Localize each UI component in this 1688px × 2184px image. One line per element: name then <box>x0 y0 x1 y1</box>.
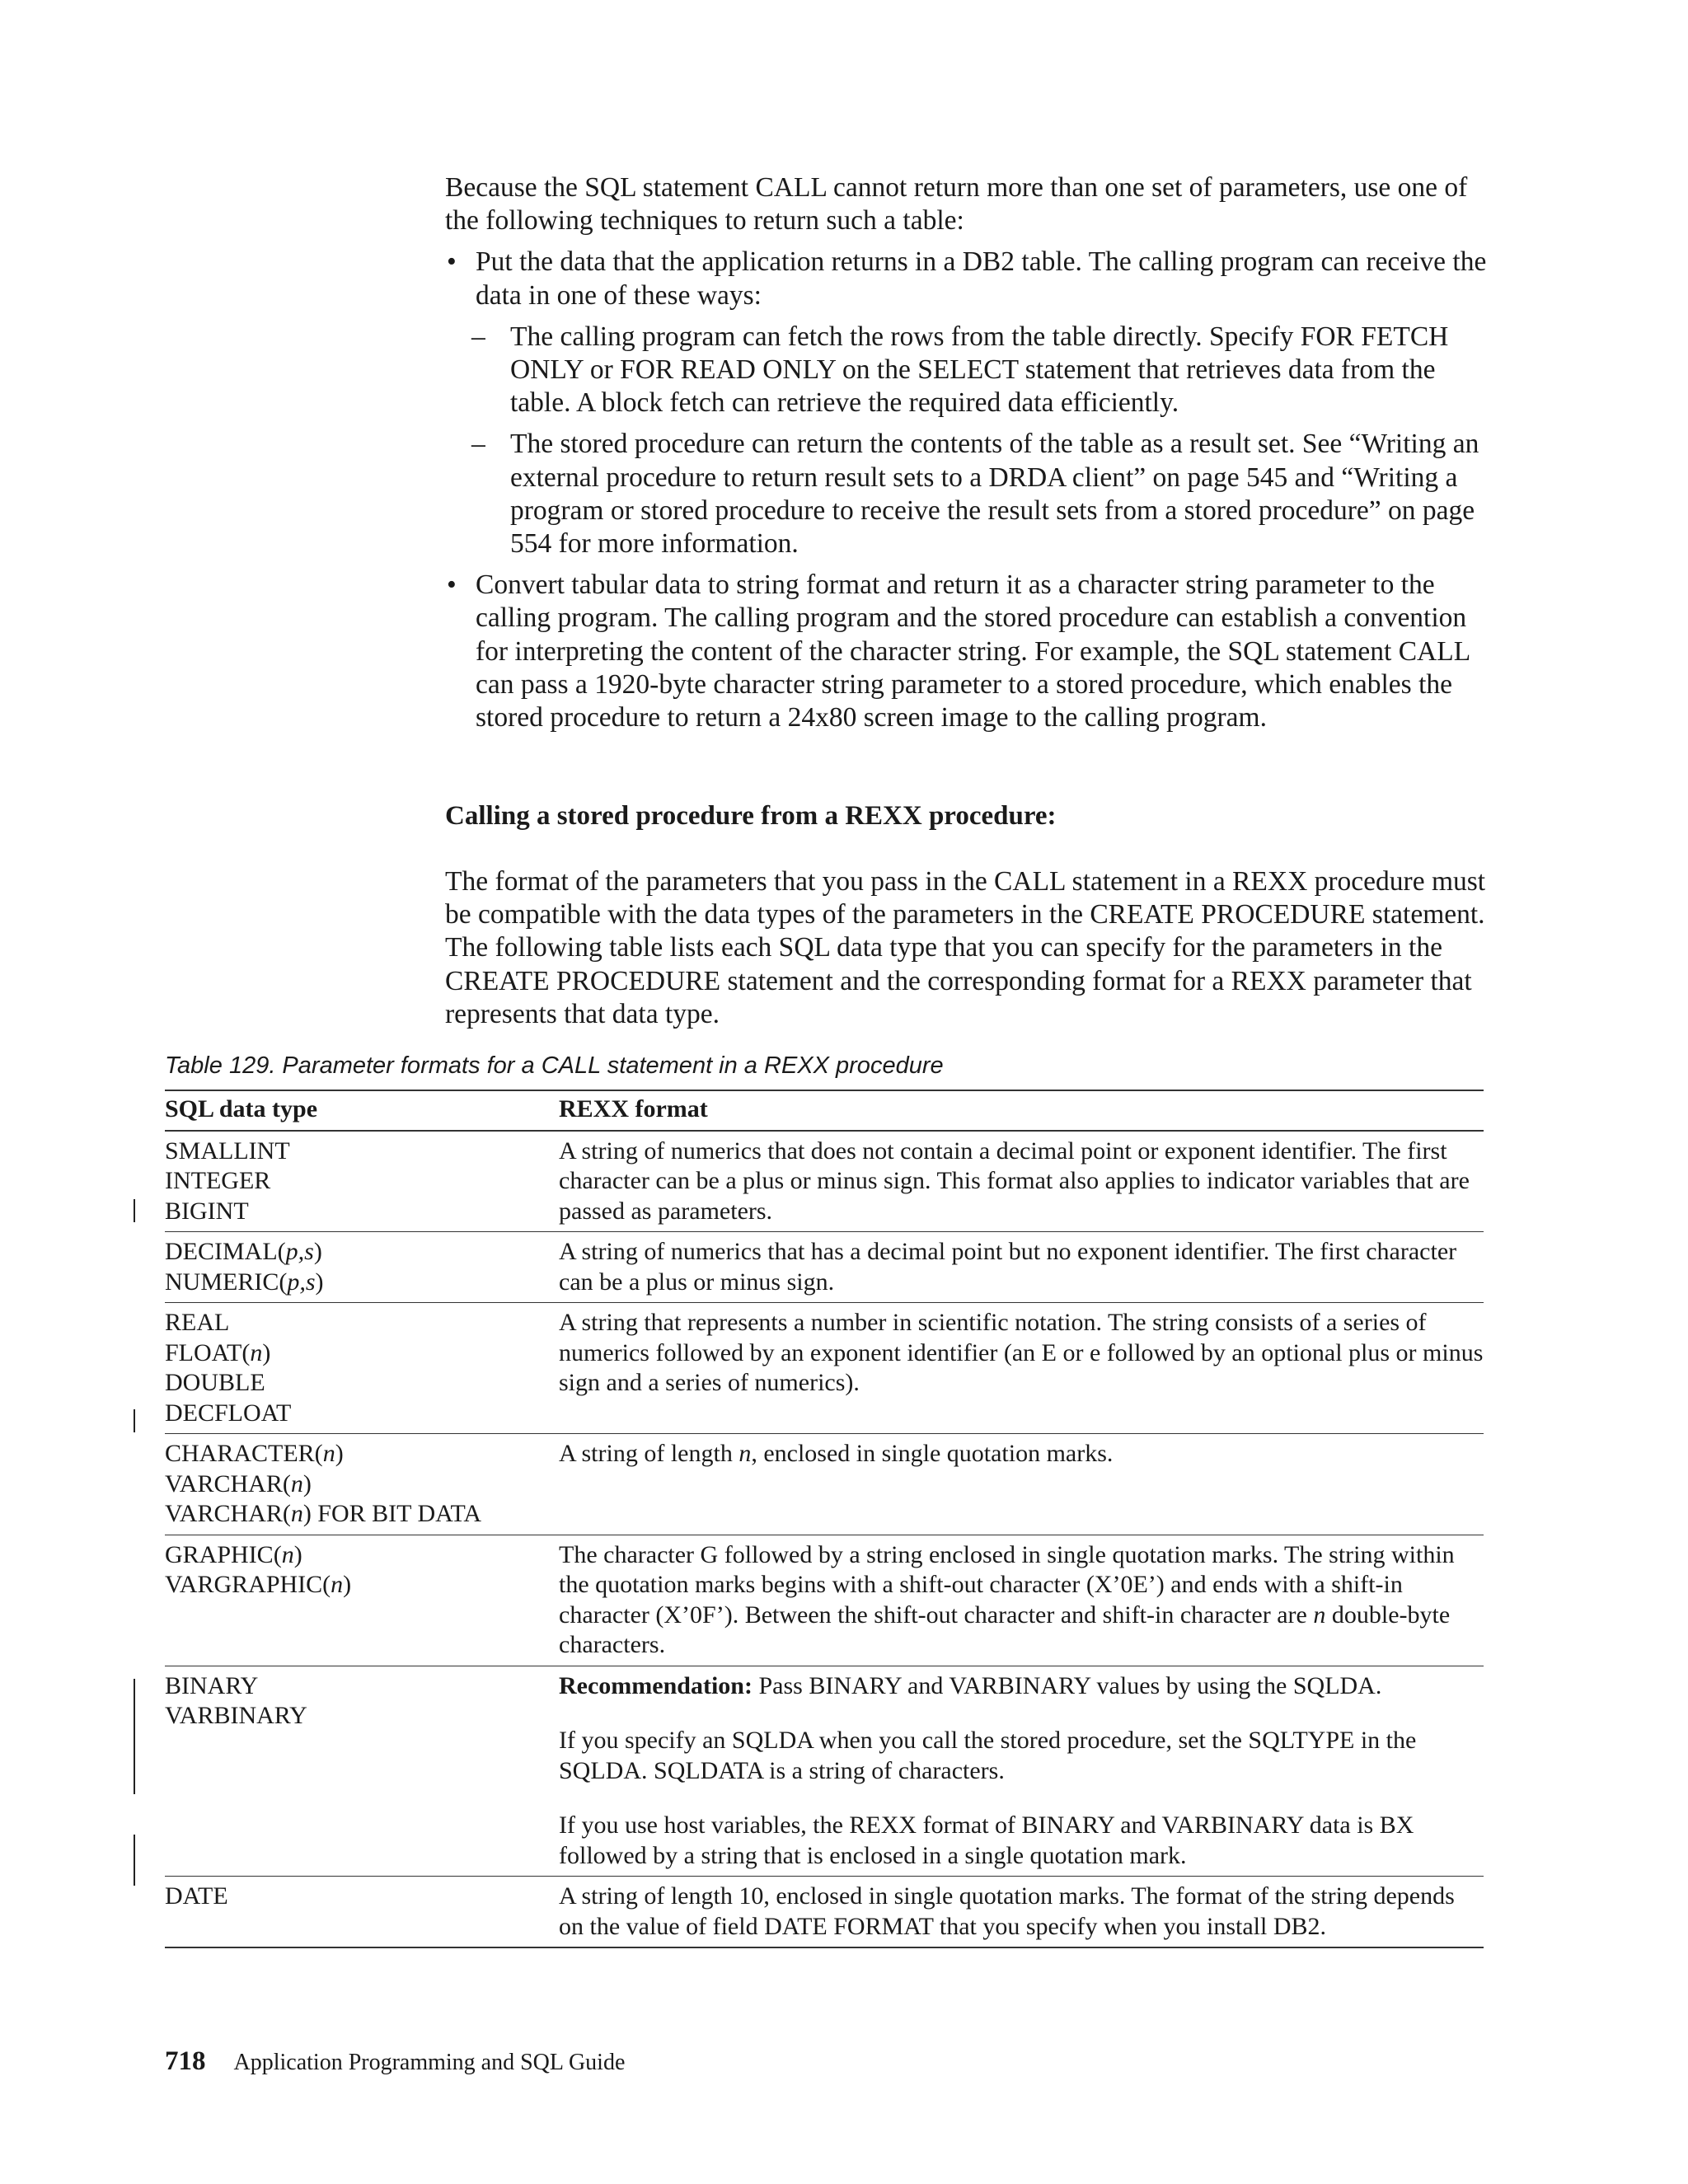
sql-type: BINARY <box>165 1671 259 1699</box>
rexx-format-cell <box>559 1232 1484 1303</box>
intro-paragraph: Because the SQL statement CALL cannot return more than one set of parameters, use one of the following techniques to return such a table: <box>445 172 1468 237</box>
table-header-row <box>165 1090 1484 1131</box>
parameter-format-table <box>165 1090 1484 1948</box>
sql-type: DECFLOAT <box>165 1399 292 1427</box>
table-caption: Table 129. Parameter formats for a CALL statement in a REXX procedure <box>165 1052 944 1079</box>
sql-type: NUMERIC(p,s) <box>165 1268 324 1296</box>
bullet-text: Put the data that the application returns in a DB2 table. The calling program can receive the data in one of these ways: <box>476 246 1487 311</box>
rexx-format-cell <box>559 1131 1484 1232</box>
sql-type-cell <box>165 1303 559 1434</box>
section-paragraph: The format of the parameters that you pass in the CALL statement in a REXX procedure must be compatible with the data types of the parameters in the CREATE PROCEDURE statement. The following table lists each SQL data type that you can specify for the parameters in the CREATE PROCEDURE statement and the corresponding format for a REXX parameter that represents that data type. <box>445 866 1486 1029</box>
table-row <box>165 1535 1484 1666</box>
section-heading: Calling a stored procedure from a REXX procedure: <box>445 801 1057 831</box>
section-body <box>445 865 1496 1031</box>
table-row <box>165 1877 1484 1948</box>
sql-type: VARGRAPHIC(n) <box>165 1571 352 1598</box>
sql-type: SMALLINT <box>165 1137 290 1165</box>
sql-type: DECIMAL(p,s) <box>165 1238 322 1265</box>
page-number: 718 <box>165 2046 206 2076</box>
book-title: Application Programming and SQL Guide <box>233 2050 626 2075</box>
sub-item-result-set: – The stored procedure can return the contents of the table as a result set. See “Writing an external procedure to return result sets to a DRDA client” on page 545 and “Writing a program or stored procedure to receive the result sets from a stored procedure” on page 554 for more information. <box>445 428 1496 560</box>
sql-type: VARCHAR(n) <box>165 1469 312 1497</box>
table-row <box>165 1232 1484 1303</box>
intro-section <box>445 171 1496 743</box>
sql-type: CHARACTER(n) <box>165 1440 344 1467</box>
sql-type: DATE <box>165 1882 228 1910</box>
sql-type: FLOAT(n) <box>165 1338 271 1366</box>
rexx-format-text: A string of length n, enclosed in single quotation marks. <box>559 1440 1114 1467</box>
sql-type-cell <box>165 1535 559 1666</box>
change-bar <box>134 1199 135 1222</box>
change-bar <box>134 1679 135 1794</box>
rexx-format-text: A string of numerics that does not contain a decimal point or exponent identifier. The first character can be a plus or minus sign. This format also applies to indicator variables that are passed as parameters. <box>559 1137 1470 1225</box>
table-row <box>165 1131 1484 1232</box>
rexx-format-text: If you use host variables, the REXX format of BINARY and VARBINARY data is BX followed by a string that is enclosed in a single quotation mark. <box>559 1811 1414 1869</box>
sql-type-cell <box>165 1666 559 1877</box>
rexx-format-cell <box>559 1303 1484 1434</box>
sql-type: INTEGER <box>165 1167 271 1194</box>
rexx-format-cell <box>559 1666 1484 1877</box>
table-row <box>165 1666 1484 1877</box>
sql-type: GRAPHIC(n) <box>165 1540 302 1568</box>
sql-type-cell <box>165 1877 559 1948</box>
page-footer <box>165 2046 625 2078</box>
rexx-format-cell <box>559 1877 1484 1948</box>
rexx-format-text: A string that represents a number in scientific notation. The string consists of a series of numerics followed by an exponent identifier (an E or e followed by an optional plus or minus sign and a series of numerics). <box>559 1309 1484 1396</box>
rexx-format-text: If you specify an SQLDA when you call the stored procedure, set the SQLTYPE in the SQLDA. SQLDATA is a string of characters. <box>559 1727 1417 1784</box>
sql-type: REAL <box>165 1309 230 1336</box>
bullet-item-db2-table <box>445 246 1496 560</box>
sql-type: DOUBLE <box>165 1369 265 1396</box>
sql-type: VARBINARY <box>165 1702 307 1729</box>
sql-type: VARCHAR(n) FOR BIT DATA <box>165 1500 482 1527</box>
bullet-item-string-format: • Convert tabular data to string format and return it as a character string parameter to the calling program. The calling program and the stored procedure can establish a convention for interpreting the content of the character string. For example, the SQL statement CALL can pass a 1920-byte character string parameter to a stored procedure, which enables the stored procedure to return a 24x80 screen image to the calling program. <box>445 569 1496 734</box>
technique-list <box>445 246 1496 734</box>
sql-type: BIGINT <box>165 1197 249 1225</box>
table-row <box>165 1303 1484 1434</box>
sub-item-fetch: – The calling program can fetch the rows from the table directly. Specify FOR FETCH ONLY or FOR READ ONLY on the SELECT statement that retrieves data from the table. A block fetch can retrieve the required data efficiently. <box>445 321 1496 420</box>
rexx-format-cell <box>559 1434 1484 1535</box>
sub-list <box>476 321 1496 560</box>
sql-type-cell <box>165 1131 559 1232</box>
sql-type-cell <box>165 1232 559 1303</box>
rexx-format-text: A string of length 10, enclosed in single quotation marks. The format of the string depends on the value of field DATE FORMAT that you specify when you install DB2. <box>559 1882 1455 1940</box>
table-row <box>165 1434 1484 1535</box>
header-sql-data-type: SQL data type <box>165 1090 559 1131</box>
rexx-format-cell <box>559 1535 1484 1666</box>
rexx-format-text: The character G followed by a string enclosed in single quotation marks. The string within the quotation marks begins with a shift-out character (X’0E’) and ends with a shift-in character (X’0F’). Between the shift-out character and shift-in character are n double-byte characters. <box>559 1540 1455 1658</box>
recommendation-text: Recommendation: Pass BINARY and VARBINARY values by using the SQLDA. <box>559 1671 1382 1699</box>
header-rexx-format: REXX format <box>559 1090 1484 1131</box>
change-bar <box>134 1409 135 1432</box>
sql-type-cell <box>165 1434 559 1535</box>
change-bar <box>134 1835 135 1886</box>
rexx-format-text: A string of numerics that has a decimal point but no exponent identifier. The first character can be a plus or minus sign. <box>559 1238 1457 1296</box>
